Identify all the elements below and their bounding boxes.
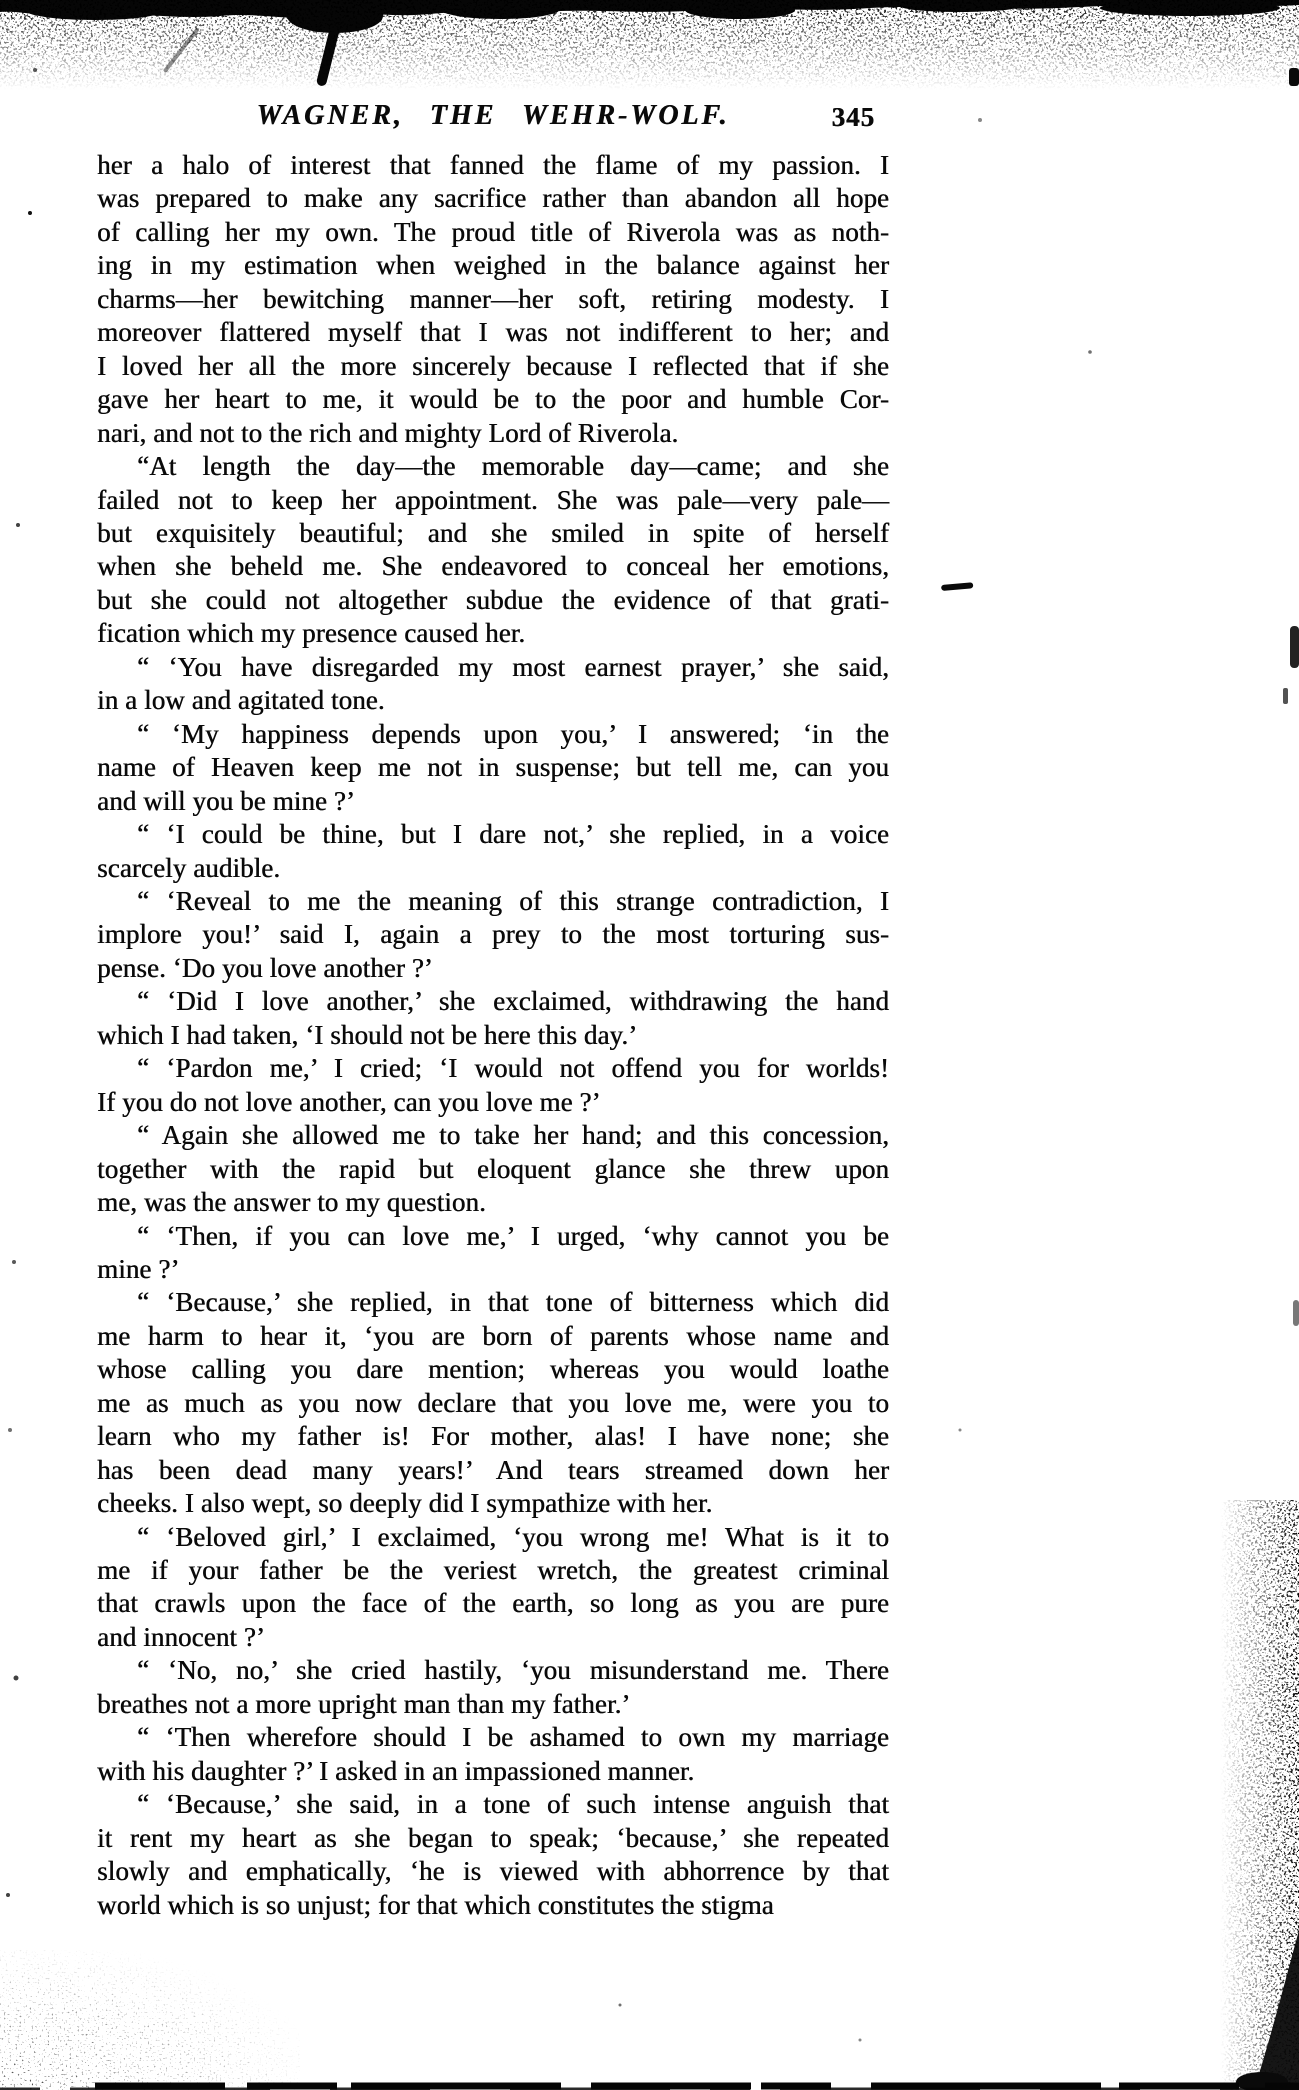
text-line: “ ‘My happiness depends upon you,’ I answered; ‘in the xyxy=(137,718,889,749)
text-line: that crawls upon the face of the earth, so long as you are pure xyxy=(97,1588,889,1619)
paragraph xyxy=(97,450,889,651)
text-line: I loved her all the more sincerely because I reflected that if she xyxy=(97,350,889,381)
paragraph xyxy=(97,1052,889,1119)
scan-noise-top xyxy=(0,0,1299,87)
text-line: charms—her bewitching manner—her soft, retiring modesty. I xyxy=(97,283,889,314)
text-line: me if your father be the veriest wretch, the greatest criminal xyxy=(97,1555,889,1586)
text-line: mine ?’ xyxy=(97,1253,180,1284)
page-header xyxy=(97,99,889,139)
text-line: which I had taken, ‘I should not be here this day.’ xyxy=(97,1019,638,1050)
paragraph xyxy=(97,985,889,1052)
text-line: me, was the answer to my question. xyxy=(97,1187,486,1218)
paragraph xyxy=(97,818,889,885)
text-line: “At length the day—the memorable day—came; and she xyxy=(137,451,889,482)
paragraph xyxy=(97,1220,889,1287)
text-line: and will you be mine ?’ xyxy=(97,785,355,816)
text-line: “ ‘Because,’ she said, in a tone of such intense anguish that xyxy=(137,1789,889,1820)
text-line: slowly and emphatically, ‘he is viewed with abhorrence by that xyxy=(97,1856,889,1887)
text-line: “ ‘Then wherefore should I be ashamed to own my marriage xyxy=(137,1722,889,1753)
text-line: fication which my presence caused her. xyxy=(97,618,526,649)
paragraph xyxy=(97,149,889,450)
text-line: “ ‘No, no,’ she cried hastily, ‘you misunderstand me. There xyxy=(137,1655,889,1686)
text-line: was prepared to make any sacrifice rather than abandon all hope xyxy=(97,183,889,214)
text-line: scarcely audible. xyxy=(97,852,281,883)
text-line: me as much as you now declare that you love me, were you to xyxy=(97,1387,889,1418)
paragraph xyxy=(97,1654,889,1721)
text-line: it rent my heart as she began to speak; ‘because,’ she repeated xyxy=(97,1822,889,1853)
text-line: has been dead many years!’ And tears streamed down her xyxy=(97,1454,889,1485)
text-line: me harm to hear it, ‘you are born of parents whose name and xyxy=(97,1320,889,1351)
page-number: 345 xyxy=(831,102,875,132)
text-line: “ ‘Beloved girl,’ I exclaimed, ‘you wrong me! What is it to xyxy=(137,1521,889,1552)
text-line: If you do not love another, can you love me ?’ xyxy=(97,1086,601,1117)
paragraph xyxy=(97,1521,889,1655)
scan-noise-right-edge xyxy=(941,68,1299,2090)
text-line: “ ‘You have disregarded my most earnest prayer,’ she said, xyxy=(137,651,889,682)
text-line: her a halo of interest that fanned the flame of my passion. I xyxy=(97,150,889,180)
paragraph xyxy=(97,1788,889,1922)
text-line: when she beheld me. She endeavored to conceal her emotions, xyxy=(97,551,889,582)
scan-noise-bottom-edge xyxy=(0,2086,1299,2089)
text-line: ing in my estimation when weighed in the balance against her xyxy=(97,250,889,281)
paragraph xyxy=(97,1721,889,1788)
paragraph xyxy=(97,1286,889,1520)
text-line: but she could not altogether subdue the evidence of that grati- xyxy=(97,584,889,615)
text-line: and innocent ?’ xyxy=(97,1621,265,1652)
text-line: “ ‘I could be thine, but I dare not,’ she replied, in a voice xyxy=(137,819,889,850)
text-line: but exquisitely beautiful; and she smiled in spite of herself xyxy=(97,517,889,548)
text-line: of calling her my own. The proud title of Riverola was as noth- xyxy=(97,216,889,247)
text-line: “ Again she allowed me to take her hand; and this concession, xyxy=(137,1120,889,1151)
text-line: “ ‘Reveal to me the meaning of this strange contradiction, I xyxy=(137,885,889,916)
paragraph xyxy=(97,651,889,718)
text-line: with his daughter ?’ I asked in an impassioned manner. xyxy=(97,1755,695,1786)
text-line: world which is so unjust; for that which constitutes the stigma xyxy=(97,1889,774,1920)
text-line: implore you!’ said I, again a prey to the most torturing sus- xyxy=(97,919,889,950)
text-line: whose calling you dare mention; whereas you would loathe xyxy=(97,1354,889,1385)
text-line: “ ‘Because,’ she replied, in that tone of bitterness which did xyxy=(137,1287,889,1318)
paragraph xyxy=(97,885,889,985)
text-line: name of Heaven keep me not in suspense; but tell me, can you xyxy=(97,752,889,783)
text-line: in a low and agitated tone. xyxy=(97,685,385,716)
text-line: pense. ‘Do you love another ?’ xyxy=(97,952,433,983)
text-line: gave her heart to me, it would be to the poor and humble Cor- xyxy=(97,384,889,415)
text-line: together with the rapid but eloquent glance she threw upon xyxy=(97,1153,889,1184)
text-line: breathes not a more upright man than my father.’ xyxy=(97,1688,631,1719)
scan-noise-bottom-left xyxy=(0,1950,300,2090)
text-line: nari, and not to the rich and mighty Lord of Riverola. xyxy=(97,417,679,448)
paragraph xyxy=(97,1119,889,1219)
text-line: “ ‘Then, if you can love me,’ I urged, ‘why cannot you be xyxy=(137,1220,889,1251)
page-text xyxy=(97,149,889,1922)
text-line: “ ‘Pardon me,’ I cried; ‘I would not offend you for worlds! xyxy=(137,1053,889,1084)
text-line: failed not to keep her appointment. She was pale—very pale— xyxy=(97,484,889,515)
paragraph xyxy=(97,718,889,818)
running-title: WAGNER, THE WEHR-WOLF. xyxy=(256,100,730,131)
text-line: moreover flattered myself that I was not indifferent to her; and xyxy=(97,317,889,348)
text-line: learn who my father is! For mother, alas! I have none; she xyxy=(97,1421,889,1452)
text-line: “ ‘Did I love another,’ she exclaimed, withdrawing the hand xyxy=(137,986,889,1017)
text-line: cheeks. I also wept, so deeply did I sympathize with her. xyxy=(97,1488,713,1519)
